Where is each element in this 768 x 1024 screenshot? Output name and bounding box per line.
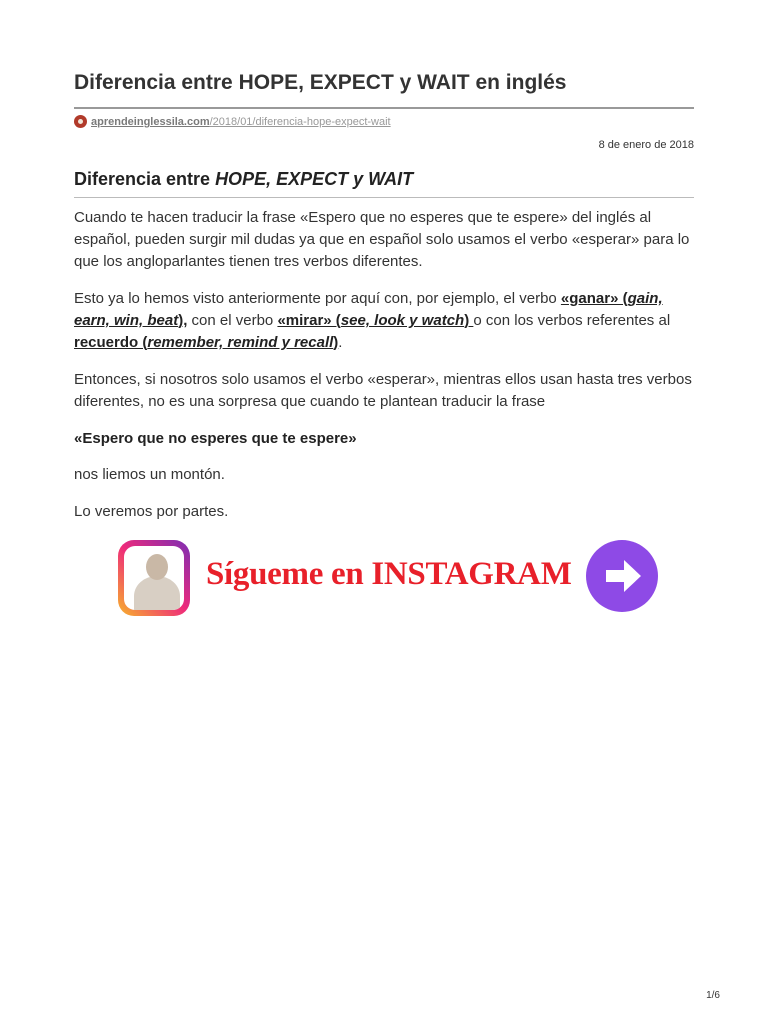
quote-phrase: «Espero que no esperes que te espere» xyxy=(74,430,357,447)
photo-head xyxy=(146,554,168,580)
paragraph-confusion: nos liemos un montón. xyxy=(74,466,225,483)
link-text: ) xyxy=(333,334,339,351)
link-text: «ganar» ( xyxy=(560,290,628,307)
paragraph-text: o con los verbos referentes al xyxy=(473,312,671,329)
link-text: ) xyxy=(464,312,474,329)
paragraph-references xyxy=(74,288,696,354)
paragraph-text: Esto ya lo hemos visto anteriormente por aquí con, por ejemplo, el verbo xyxy=(74,290,561,307)
arrow-right-glyph xyxy=(586,540,658,612)
link-text: «mirar» ( xyxy=(277,312,341,329)
paragraph-parts: Lo veremos por partes. xyxy=(74,503,229,520)
link-mirar[interactable] xyxy=(277,312,473,329)
arrow-right-icon xyxy=(586,540,658,612)
link-text: recuerdo ( xyxy=(74,334,148,351)
title-divider xyxy=(74,107,694,109)
paragraph-text: con el verbo xyxy=(187,312,278,329)
instagram-banner[interactable] xyxy=(116,538,662,618)
profile-photo xyxy=(124,546,184,610)
instagram-icon xyxy=(118,540,190,616)
link-text-italic: see, look y watch xyxy=(340,312,465,329)
article-heading xyxy=(74,169,694,191)
photo-body xyxy=(134,576,180,610)
heading-divider xyxy=(74,197,694,198)
article-heading-emphasis: HOPE, EXPECT y WAIT xyxy=(215,169,414,189)
publish-date: 8 de enero de 2018 xyxy=(598,139,694,151)
link-recuerdo[interactable] xyxy=(74,334,338,351)
source-url[interactable] xyxy=(74,114,391,130)
source-path[interactable]: /2018/01/diferencia-hope-expect-wait xyxy=(209,116,391,128)
paragraph-intro: Cuando te hacen traducir la frase «Espero que no esperes que te espere» del inglés al español, pueden surgir mil dudas ya que en español solo usamos el verbo «esperar» para lo que los angloparlantes tienen tres verbos diferentes. xyxy=(74,209,690,270)
article-heading-prefix: Diferencia entre xyxy=(74,169,216,189)
banner-text: Sígueme en INSTAGRAM xyxy=(206,556,572,592)
page-title: Diferencia entre HOPE, EXPECT y WAIT en inglés xyxy=(74,71,567,94)
link-text-italic: remember, remind y recall xyxy=(147,334,334,351)
paragraph-context: Entonces, si nosotros solo usamos el verbo «esperar», mientras ellos usan hasta tres verbos diferentes, no es una sorpresa que cuando te plantean traducir la frase xyxy=(74,371,692,410)
source-domain[interactable]: aprendeinglessila.com xyxy=(91,116,210,128)
site-favicon-icon xyxy=(74,115,87,128)
page-number: 1/6 xyxy=(706,990,720,1001)
link-text-italic: gain, earn, win, beat xyxy=(74,290,663,329)
link-text: ), xyxy=(178,312,188,329)
paragraph-text: . xyxy=(338,334,343,351)
